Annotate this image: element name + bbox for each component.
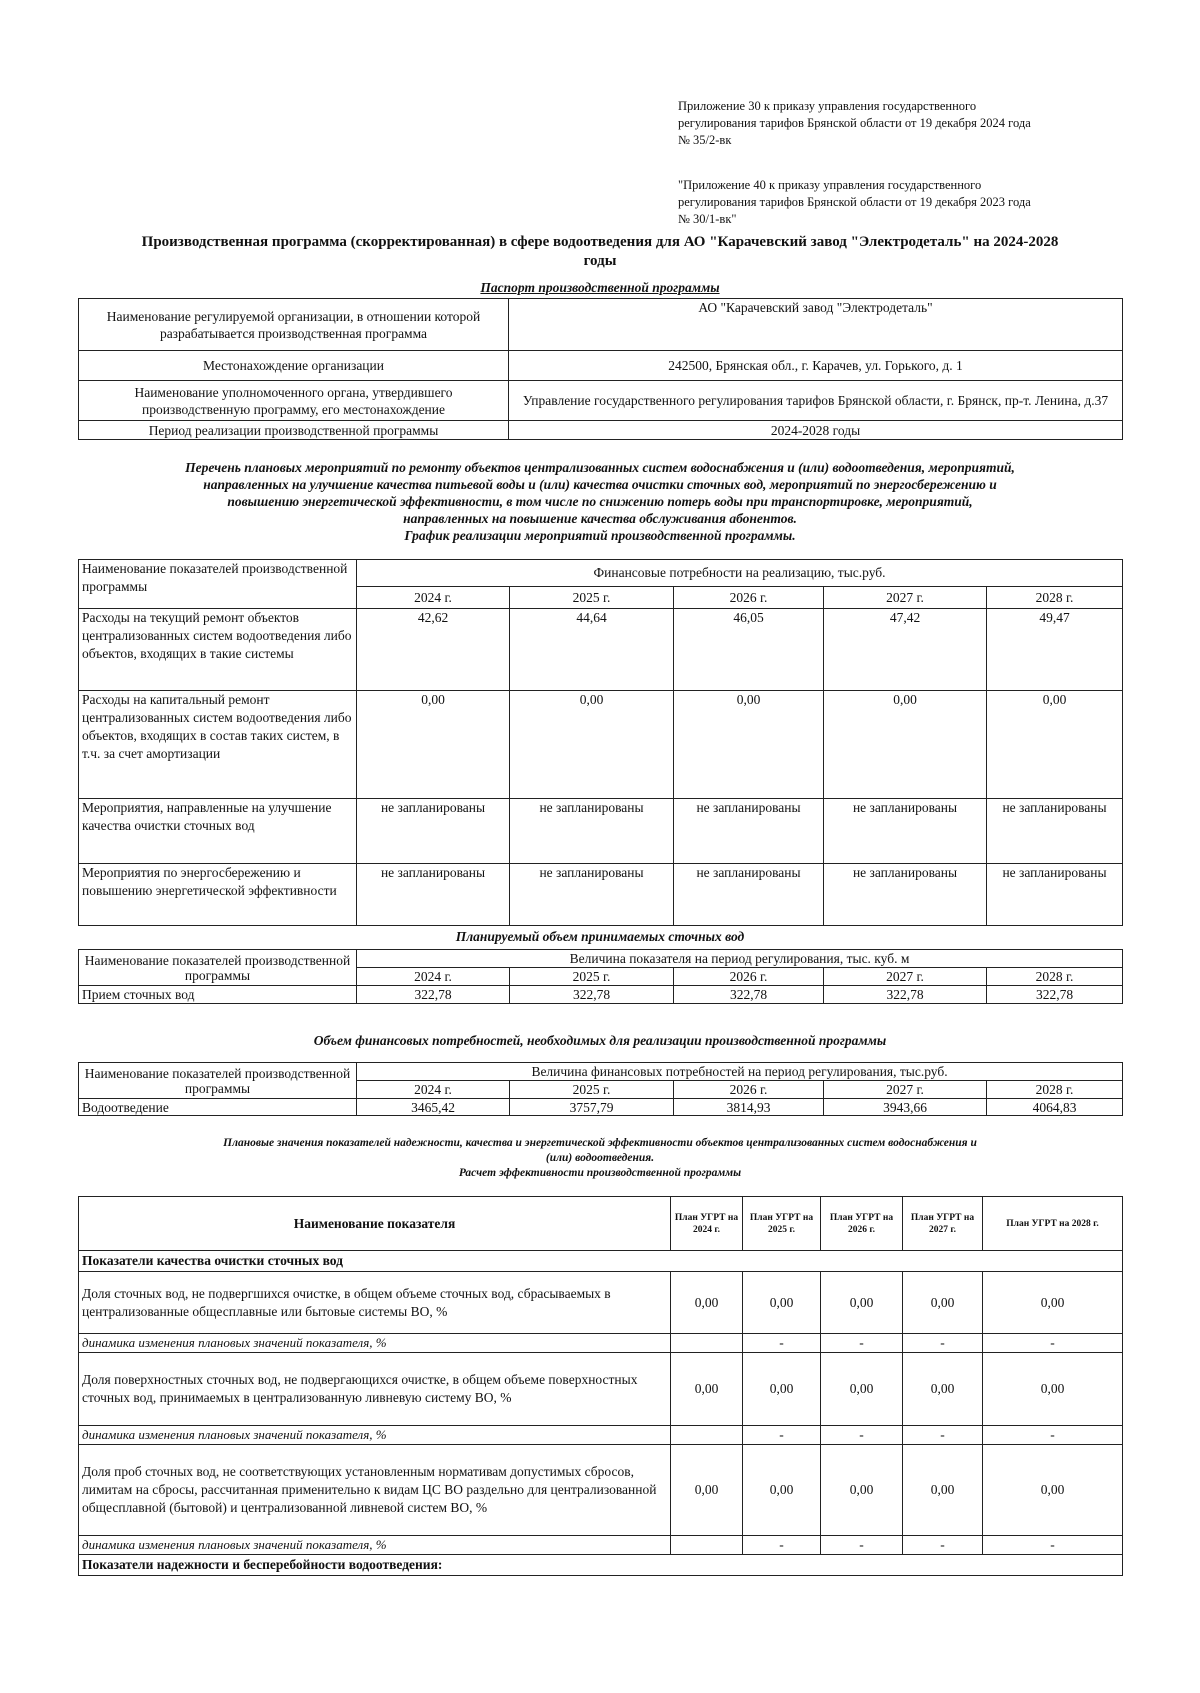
table-row bbox=[79, 950, 1123, 968]
table-header-cell: Наименование показателя bbox=[79, 1197, 671, 1251]
table-cell: - bbox=[743, 1536, 821, 1555]
table-header-cell: План УГРТ на 2025 г. bbox=[743, 1197, 821, 1251]
table-cell: не запланированы bbox=[674, 799, 824, 864]
title-line: годы bbox=[583, 253, 617, 269]
table-cell: 0,00 bbox=[743, 1353, 821, 1426]
table-row bbox=[79, 1426, 1123, 1445]
table-cell: 0,00 bbox=[743, 1272, 821, 1334]
table-cell: 3757,79 bbox=[510, 1099, 674, 1116]
table-cell: Доля сточных вод, не подвергшихся очистке, в общем объеме сточных вод, сбрасываемых в централизованные общесплавные или бытовые системы ВО, % bbox=[79, 1272, 671, 1334]
table-row bbox=[79, 1445, 1123, 1536]
passport-caption: Паспорт производственной программы bbox=[480, 280, 720, 295]
table-cell: Местонахождение организации bbox=[79, 351, 509, 381]
table-header-cell: 2025 г. bbox=[510, 587, 674, 609]
table-cell: - bbox=[983, 1536, 1123, 1555]
table-row bbox=[79, 1353, 1123, 1426]
table-header-cell: 2028 г. bbox=[987, 587, 1123, 609]
table-header-cell: 2024 г. bbox=[357, 587, 510, 609]
table-cell: Доля поверхностных сточных вод, не подвергающихся очистке, в общем объеме поверхностных сточных вод, принимаемых в централизованную ливневую систему ВО, % bbox=[79, 1353, 671, 1426]
table-row bbox=[79, 1197, 1123, 1251]
table-cell: 322,78 bbox=[674, 986, 824, 1004]
table-cell: 0,00 bbox=[821, 1353, 903, 1426]
appendix-note-2 bbox=[678, 177, 1118, 228]
caption-line: повышению энергетической эффективности, в том числе по снижению потерь воды при транспортировке, мероприятий, bbox=[227, 494, 973, 509]
table-cell: не запланированы bbox=[987, 864, 1123, 926]
table-cell: не запланированы bbox=[357, 864, 510, 926]
table-cell: 2024-2028 годы bbox=[509, 421, 1123, 440]
table-row bbox=[79, 986, 1123, 1004]
table-row bbox=[79, 864, 1123, 926]
table-cell: 0,00 bbox=[674, 691, 824, 799]
table-row bbox=[79, 421, 1123, 440]
document-title bbox=[80, 233, 1120, 271]
table-cell: Водоотведение bbox=[79, 1099, 357, 1116]
table-cell: 3943,66 bbox=[824, 1099, 987, 1116]
table-cell: динамика изменения плановых значений показателя, % bbox=[79, 1426, 671, 1445]
appendix-line: "Приложение 40 к приказу управления государственного bbox=[678, 178, 982, 192]
table-cell: 0,00 bbox=[903, 1272, 983, 1334]
table-cell: 4064,83 bbox=[987, 1099, 1123, 1116]
table-cell: 0,00 bbox=[743, 1445, 821, 1536]
table-header-cell: 2024 г. bbox=[357, 968, 510, 986]
table-header-cell: 2026 г. bbox=[674, 587, 824, 609]
table-cell: 322,78 bbox=[987, 986, 1123, 1004]
table-header-cell: 2027 г. bbox=[824, 587, 987, 609]
table-cell: 0,00 bbox=[357, 691, 510, 799]
appendix-note-1 bbox=[678, 98, 1118, 149]
table-cell: не запланированы bbox=[357, 799, 510, 864]
table-row bbox=[79, 1555, 1123, 1576]
table-cell bbox=[671, 1426, 743, 1445]
table-row bbox=[79, 299, 1123, 351]
table-header-cell: 2027 г. bbox=[824, 1081, 987, 1099]
section-heading: Показатели качества очистки сточных вод bbox=[79, 1251, 1123, 1272]
table-cell: 3814,93 bbox=[674, 1099, 824, 1116]
table-cell: - bbox=[983, 1334, 1123, 1353]
caption-line: направленных на повышение качества обслуживания абонентов. bbox=[403, 511, 797, 526]
table-cell: 0,00 bbox=[903, 1353, 983, 1426]
caption-line: направленных на улучшение качества питьевой воды и (или) качества очистки сточных вод, мероприятий по энергосбережению и bbox=[203, 477, 997, 492]
section-heading: Показатели надежности и бесперебойности водоотведения: bbox=[79, 1555, 1123, 1576]
table-header-cell: 2028 г. bbox=[987, 968, 1123, 986]
efficiency-table bbox=[78, 1196, 1123, 1576]
table-cell: 42,62 bbox=[357, 609, 510, 691]
volume-caption: Планируемый объем принимаемых сточных вод bbox=[455, 929, 745, 944]
table-cell: 0,00 bbox=[903, 1445, 983, 1536]
passport-table bbox=[78, 298, 1123, 440]
table-header-cell: 2025 г. bbox=[510, 1081, 674, 1099]
table-cell: 46,05 bbox=[674, 609, 824, 691]
table-cell: 322,78 bbox=[824, 986, 987, 1004]
table-cell: не запланированы bbox=[510, 864, 674, 926]
table-header-cell: План УГРТ на 2027 г. bbox=[903, 1197, 983, 1251]
appendix-line: регулирования тарифов Брянской области от 19 декабря 2023 года bbox=[678, 195, 1031, 209]
table-cell: Расходы на текущий ремонт объектов централизованных систем водоотведения либо объектов, входящих в такие системы bbox=[79, 609, 357, 691]
table-cell: - bbox=[743, 1334, 821, 1353]
caption-line: Плановые значения показателей надежности, качества и энергетической эффективности объектов централизованных систем водоснабжения и bbox=[223, 1137, 977, 1149]
table-cell: Расходы на капитальный ремонт централизованных систем водоотведения либо объектов, входящих в состав таких систем, в т.ч. за счет амортизации bbox=[79, 691, 357, 799]
table-cell: 0,00 bbox=[821, 1445, 903, 1536]
table-cell: не запланированы bbox=[674, 864, 824, 926]
table-cell: - bbox=[903, 1426, 983, 1445]
table-row bbox=[79, 1334, 1123, 1353]
appendix-line: регулирования тарифов Брянской области от 19 декабря 2024 года bbox=[678, 116, 1031, 130]
table-cell: - bbox=[821, 1536, 903, 1555]
table-cell: Управление государственного регулирования тарифов Брянской области, г. Брянск, пр-т. Ленина, д.37 bbox=[509, 381, 1123, 421]
appendix-line: № 35/2-вк bbox=[678, 133, 732, 147]
table-cell: Период реализации производственной программы bbox=[79, 421, 509, 440]
table-row bbox=[79, 560, 1123, 587]
table-row bbox=[79, 1272, 1123, 1334]
table-cell: 0,00 bbox=[671, 1272, 743, 1334]
reliability-caption bbox=[78, 1136, 1122, 1181]
table-cell: 0,00 bbox=[671, 1353, 743, 1426]
table-cell: Доля проб сточных вод, не соответствующих установленным нормативам допустимых сбросов, лимитам на сбросы, рассчитанная применительно к видам ЦС ВО раздельно для централизованной общесплавной (бытовой) и централизованной ливневой систем ВО, % bbox=[79, 1445, 671, 1536]
table-header-cell: План УГРТ на 2024 г. bbox=[671, 1197, 743, 1251]
table-cell: - bbox=[983, 1426, 1123, 1445]
table-cell: динамика изменения плановых значений показателя, % bbox=[79, 1536, 671, 1555]
table-row bbox=[79, 1099, 1123, 1116]
table-cell bbox=[671, 1536, 743, 1555]
table-cell: Наименование уполномоченного органа, утвердившего производственную программу, его местонахождение bbox=[79, 381, 509, 421]
table-header-cell: 2026 г. bbox=[674, 1081, 824, 1099]
table-cell: Мероприятия по энергосбережению и повышению энергетической эффективности bbox=[79, 864, 357, 926]
plan-measures-table bbox=[78, 559, 1123, 926]
caption-line: (или) водоотведения. bbox=[545, 1152, 655, 1164]
table-header-cell: Наименование показателей производственной программы bbox=[79, 950, 357, 986]
table-cell: не запланированы bbox=[824, 799, 987, 864]
table-row bbox=[79, 609, 1123, 691]
caption-line: Расчет эффективности производственной программы bbox=[458, 1167, 742, 1179]
caption-line: Перечень плановых мероприятий по ремонту объектов централизованных систем водоснабжения и (или) водоотведения, мероприятий, bbox=[185, 460, 1015, 475]
table-cell: 0,00 bbox=[671, 1445, 743, 1536]
table-cell: Наименование регулируемой организации, в отношении которой разрабатывается производственная программа bbox=[79, 299, 509, 351]
table-header-cell: 2024 г. bbox=[357, 1081, 510, 1099]
table-cell: не запланированы bbox=[824, 864, 987, 926]
table-cell: 0,00 bbox=[510, 691, 674, 799]
table-cell: - bbox=[821, 1334, 903, 1353]
table-header-cell: 2025 г. bbox=[510, 968, 674, 986]
table-cell: - bbox=[821, 1426, 903, 1445]
table-cell: 0,00 bbox=[824, 691, 987, 799]
table-cell: Мероприятия, направленные на улучшение качества очистки сточных вод bbox=[79, 799, 357, 864]
table-cell: Прием сточных вод bbox=[79, 986, 357, 1004]
table-cell: - bbox=[743, 1426, 821, 1445]
table-cell: 0,00 bbox=[983, 1445, 1123, 1536]
table-cell: - bbox=[903, 1536, 983, 1555]
table-cell: 0,00 bbox=[987, 691, 1123, 799]
table-cell: 3465,42 bbox=[357, 1099, 510, 1116]
table-row bbox=[79, 691, 1123, 799]
table-header-cell: План УГРТ на 2028 г. bbox=[983, 1197, 1123, 1251]
table-header-cell: План УГРТ на 2026 г. bbox=[821, 1197, 903, 1251]
table-cell: 0,00 bbox=[983, 1353, 1123, 1426]
table-header-cell: Наименование показателей производственной программы bbox=[79, 560, 357, 609]
table-cell bbox=[671, 1334, 743, 1353]
table-header-cell: Величина показателя на период регулирования, тыс. куб. м bbox=[357, 950, 1123, 968]
table-cell: 0,00 bbox=[821, 1272, 903, 1334]
table-row bbox=[79, 381, 1123, 421]
table-header-cell: 2028 г. bbox=[987, 1081, 1123, 1099]
table-cell: АО "Карачевский завод "Электродеталь" bbox=[509, 299, 1123, 351]
table-row bbox=[79, 1251, 1123, 1272]
table-row bbox=[79, 351, 1123, 381]
table-cell: 44,64 bbox=[510, 609, 674, 691]
finance-caption: Объем финансовых потребностей, необходимых для реализации производственной программы bbox=[313, 1033, 887, 1048]
volume-table bbox=[78, 949, 1123, 1004]
measures-caption bbox=[78, 459, 1122, 544]
table-cell: 322,78 bbox=[357, 986, 510, 1004]
table-header-cell: Наименование показателей производственной программы bbox=[79, 1063, 357, 1099]
table-header-cell: Финансовые потребности на реализацию, тыс.руб. bbox=[357, 560, 1123, 587]
table-header-cell: 2027 г. bbox=[824, 968, 987, 986]
table-cell: 0,00 bbox=[983, 1272, 1123, 1334]
title-line: Производственная программа (скорректированная) в сфере водоотведения для АО "Карачевский завод "Электродеталь" на 2024-2028 bbox=[141, 234, 1059, 250]
table-cell: не запланированы bbox=[987, 799, 1123, 864]
table-cell: 242500, Брянская обл., г. Карачев, ул. Горького, д. 1 bbox=[509, 351, 1123, 381]
table-row bbox=[79, 799, 1123, 864]
finance-table bbox=[78, 1062, 1123, 1116]
appendix-line: Приложение 30 к приказу управления государственного bbox=[678, 99, 977, 113]
table-header-cell: 2026 г. bbox=[674, 968, 824, 986]
table-cell: 322,78 bbox=[510, 986, 674, 1004]
table-cell: - bbox=[903, 1334, 983, 1353]
caption-line: График реализации мероприятий производственной программы. bbox=[404, 528, 796, 543]
table-row bbox=[79, 1063, 1123, 1081]
table-cell: 47,42 bbox=[824, 609, 987, 691]
table-row bbox=[79, 1536, 1123, 1555]
table-header-cell: Величина финансовых потребностей на период регулирования, тыс.руб. bbox=[357, 1063, 1123, 1081]
table-cell: 49,47 bbox=[987, 609, 1123, 691]
table-cell: не запланированы bbox=[510, 799, 674, 864]
table-cell: динамика изменения плановых значений показателя, % bbox=[79, 1334, 671, 1353]
appendix-line: № 30/1-вк" bbox=[678, 212, 737, 226]
